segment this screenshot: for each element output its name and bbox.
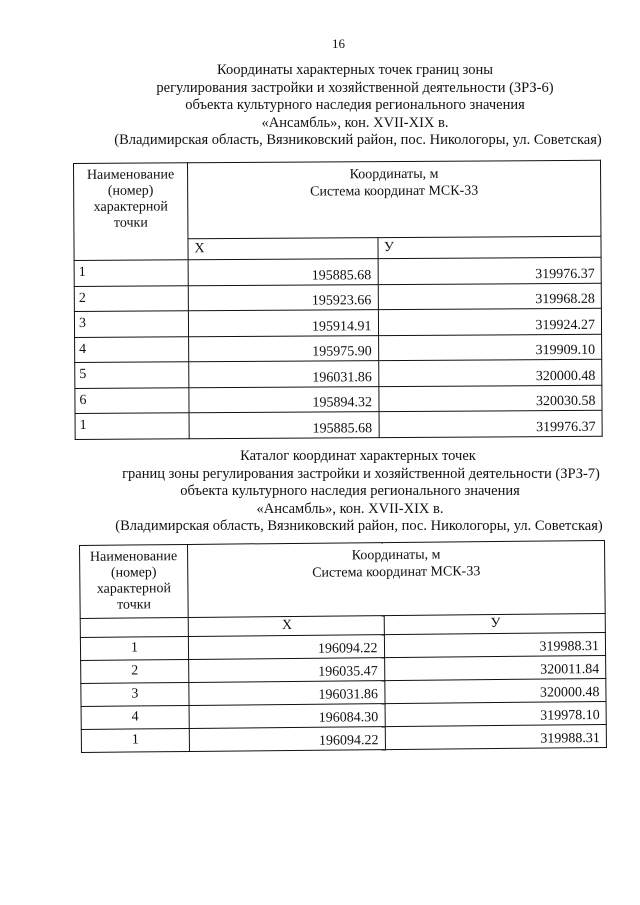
title-line: Координаты характерных точек границ зоны (217, 62, 493, 78)
point-number-cell: 1 (81, 728, 189, 752)
title-line: объекта культурного наследия регионального значения (185, 97, 525, 113)
x-coordinate-cell: 196094.22 (189, 727, 385, 752)
y-coordinate-cell: 320030.58 (378, 385, 602, 412)
point-number-cell: 2 (74, 285, 188, 311)
axis-header-blank (80, 617, 188, 637)
y-coordinate-cell: 319988.31 (385, 724, 607, 749)
y-axis-header: У (384, 613, 606, 634)
x-coordinate-cell: 196084.30 (189, 704, 385, 729)
x-coordinate-cell: 196094.22 (188, 635, 384, 660)
x-coordinate-cell: 196031.86 (189, 361, 379, 388)
coordinates-table-zrz7 (79, 540, 607, 753)
y-coordinate-cell: 319978.10 (385, 701, 607, 726)
point-number-cell: 5 (75, 362, 189, 388)
title-line: регулирования застройки и хозяйственной деятельности (ЗРЗ-6) (156, 79, 554, 96)
y-coordinate-cell: 319988.31 (384, 632, 606, 657)
point-name-header: Наименование (номер) характерной точки (80, 544, 189, 618)
point-number-cell: 1 (80, 636, 188, 660)
table-row (74, 308, 601, 337)
title-line: объекта культурного наследия регионального значения (180, 483, 520, 499)
x-coordinate-cell: 195914.91 (188, 310, 378, 337)
table-row (74, 257, 601, 286)
point-number-cell: 3 (74, 311, 188, 337)
coordinates-header-units: Координаты, м (351, 547, 441, 564)
y-coordinate-cell: 319924.27 (378, 308, 602, 335)
coordinates-header-units: Координаты, м (349, 166, 439, 183)
title-line: «Ансамбль», кон. XVII-XIX в. (256, 500, 444, 517)
title-line: (Владимирская область, Вязниковский район, пос. Никологоры, ул. Советская) (114, 132, 602, 148)
x-axis-header: X (188, 238, 378, 260)
coordinates-header (187, 160, 601, 239)
point-number-cell: 1 (74, 260, 188, 286)
x-coordinate-cell: 196035.47 (189, 658, 385, 683)
y-coordinate-cell: 320011.84 (384, 655, 606, 680)
point-number-cell: 4 (81, 705, 189, 729)
point-number-cell: 1 (75, 413, 189, 439)
table-header-row (80, 540, 606, 618)
point-number-cell: 2 (81, 659, 189, 683)
table-row (75, 334, 602, 363)
x-coordinate-cell: 195885.68 (188, 259, 378, 286)
x-coordinate-cell: 195975.90 (188, 335, 378, 362)
page-number: 16 (332, 36, 345, 51)
coordinates-table-zrz6 (73, 160, 603, 440)
y-coordinate-cell: 319976.37 (379, 410, 603, 437)
y-coordinate-cell: 320000.48 (378, 359, 602, 386)
x-axis-header: X (188, 616, 384, 637)
y-axis-header: У (377, 236, 601, 258)
y-coordinate-cell: 319976.37 (378, 257, 602, 284)
y-coordinate-cell: 319909.10 (378, 334, 602, 361)
title-line: Каталог координат характерных точек (240, 448, 476, 464)
coordinates-header-system: Система координат МСК-33 (312, 564, 481, 581)
y-coordinate-cell: 319968.28 (378, 283, 602, 310)
table-row (75, 359, 602, 388)
section-1-title (90, 62, 620, 150)
title-line: границ зоны регулирования застройки и хозяйственной деятельности (ЗРЗ-7) (122, 465, 600, 482)
point-number-cell: 6 (75, 387, 189, 413)
x-coordinate-cell: 195885.68 (189, 412, 379, 439)
x-coordinate-cell: 195894.32 (189, 386, 379, 413)
x-coordinate-cell: 195923.66 (188, 284, 378, 311)
table-header-row (74, 160, 601, 239)
y-coordinate-cell: 320000.48 (384, 678, 606, 703)
title-line: (Владимирская область, Вязниковский район, пос. Никологоры, ул. Советская) (115, 518, 603, 534)
table-row (81, 724, 606, 752)
coordinates-header-system: Система координат МСК-33 (310, 183, 479, 200)
point-name-header: Наименование (номер) характерной точки (74, 163, 189, 261)
point-number-cell: 4 (75, 336, 189, 362)
coordinates-header (187, 540, 605, 617)
table-row (74, 283, 601, 312)
table-row (75, 410, 602, 439)
table-row (75, 385, 602, 414)
x-coordinate-cell: 196031.86 (189, 681, 385, 706)
section-2-title (100, 448, 630, 536)
title-line: «Ансамбль», кон. XVII-XIX в. (261, 114, 449, 131)
point-number-cell: 3 (81, 682, 189, 706)
